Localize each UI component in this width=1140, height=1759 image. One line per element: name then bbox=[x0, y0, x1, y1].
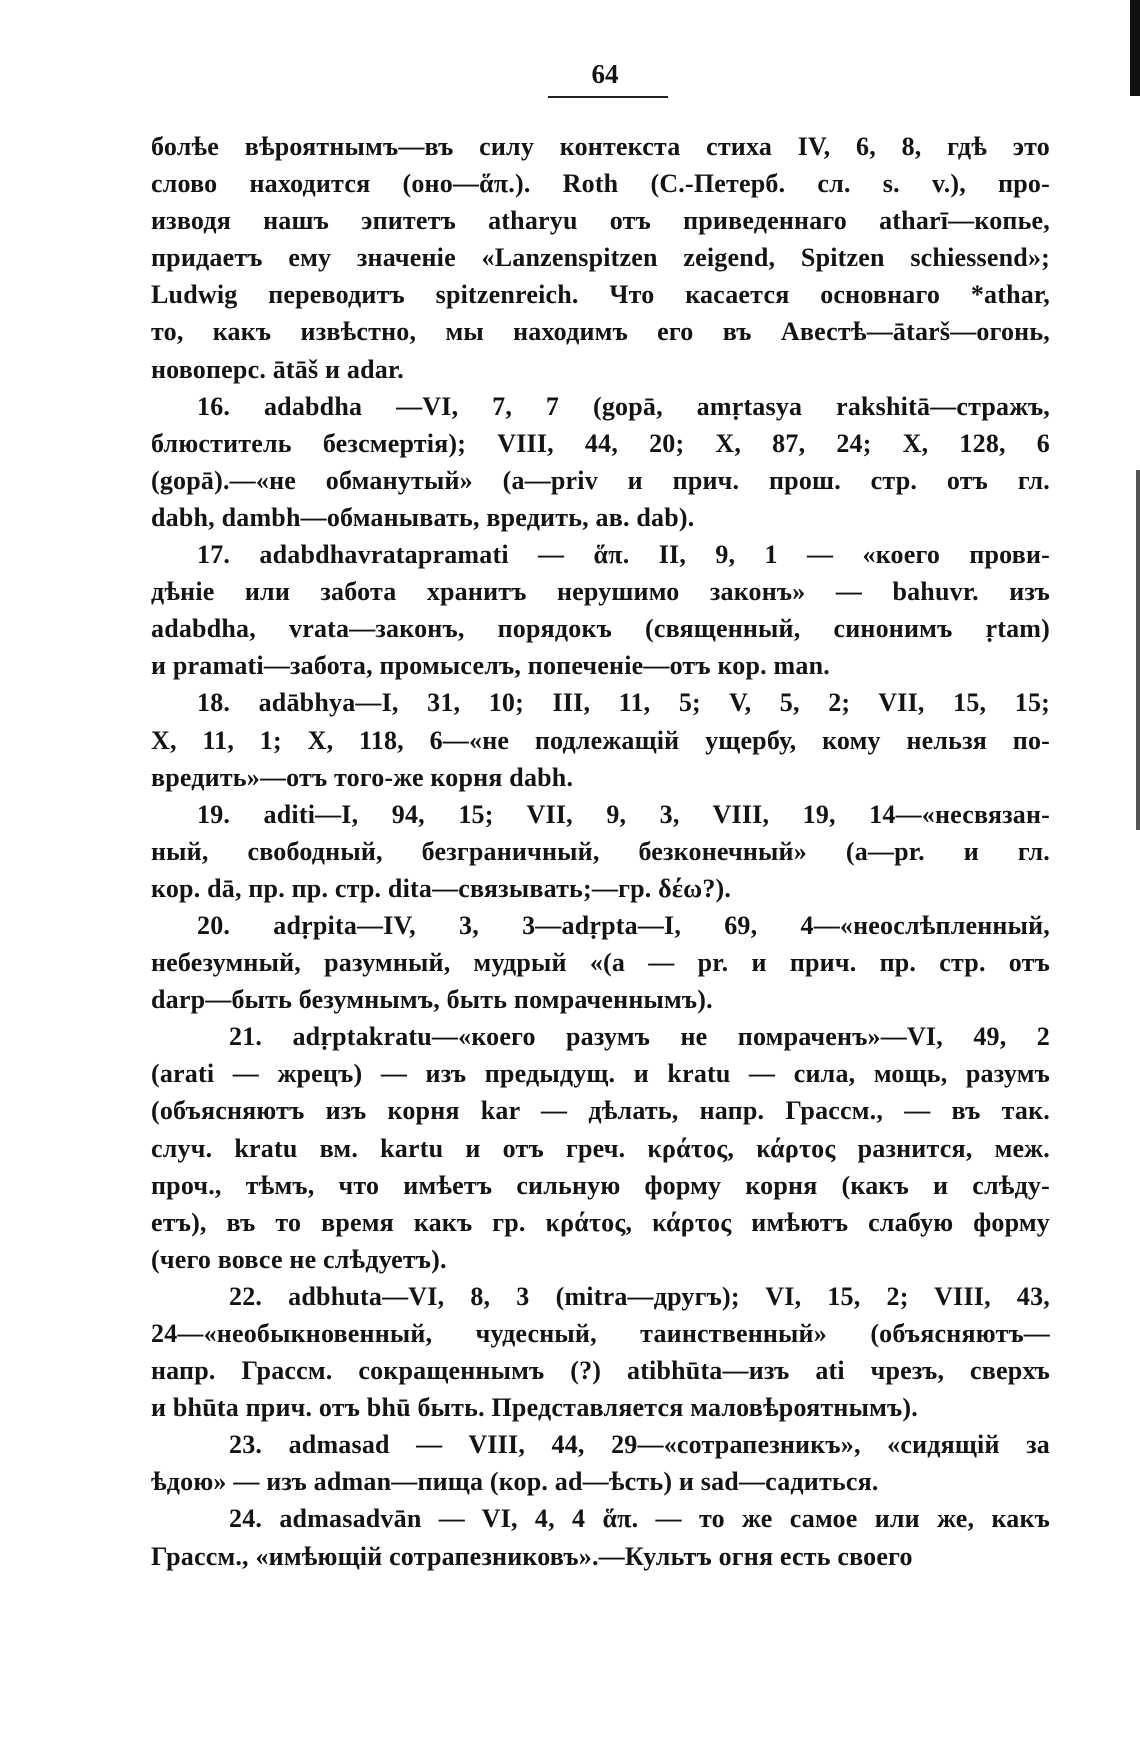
text-line: небезумный, разумный, мудрый «(a — pr. и прич. пр. стр. отъ bbox=[151, 948, 1050, 978]
page-edge-shadow bbox=[1136, 470, 1140, 830]
text-line: проч., тѣмъ, что имѣетъ сильную форму корня (какъ и слѣду- bbox=[151, 1170, 1050, 1200]
text-line: то, какъ извѣстно, мы находимъ его въ Авестѣ—ātarš—огонь, bbox=[151, 317, 1050, 347]
text-line: етъ), въ то время какъ гр. κράτος, κάρτος имѣютъ слабую форму bbox=[151, 1207, 1050, 1237]
entry-17-start: 17. adabdhavratapramati — ἅπ. II, 9, 1 — «коего прови- bbox=[197, 540, 1050, 570]
text-line: блюститель безсмертія); VIII, 44, 20; X, 87, 24; X, 128, 6 bbox=[151, 428, 1050, 458]
entry-16-start: 16. adabdha —VI, 7, 7 (gopā, amṛtasya rakshitā—стражъ, bbox=[197, 391, 1050, 421]
entry-21-start: 21. adṛptakratu—«коего разумъ не помраченъ»—VI, 49, 2 bbox=[229, 1022, 1050, 1052]
entry-24-start: 24. admasadvān — VI, 4, 4 ἅπ. — то же самое или же, какъ bbox=[229, 1504, 1050, 1534]
text-line: X, 11, 1; X, 118, 6—«не подлежащій ущербу, кому нельзя по- bbox=[151, 725, 1050, 755]
text-line: (чего вовсе не слѣдуетъ). bbox=[151, 1244, 447, 1274]
text-line: и pramati—забота, промыселъ, попеченіе—отъ кор. man. bbox=[151, 651, 830, 681]
text-line: кор. dā, пр. пр. стр. dita—связывать;—гр. δέω?). bbox=[151, 873, 732, 903]
entry-18-start: 18. adābhya—I, 31, 10; III, 11, 5; V, 5, 2; VII, 15, 15; bbox=[197, 688, 1050, 718]
page-number-rule bbox=[548, 96, 668, 98]
text-line: 24—«необыкновенный, чудесный, таинственный» (объясняютъ— bbox=[151, 1319, 1050, 1348]
text-line: слово находится (оно—ἅπ.). Roth (С.-Петерб. сл. s. v.), про- bbox=[151, 169, 1050, 199]
text-line: (объясняютъ изъ корня kar — дѣлать, напр. Грассм., — въ так. bbox=[151, 1096, 1050, 1126]
text-line: adabdha, vrata—законъ, порядокъ (священный, синонимъ ṛtam) bbox=[151, 614, 1050, 644]
text-line: дѣніе или забота хранитъ нерушимо законъ» — bahuvr. изъ bbox=[151, 577, 1050, 607]
body-text bbox=[151, 128, 1050, 1575]
text-line: dabh, dambh—обманывать, вредить, ав. dab). bbox=[151, 502, 695, 532]
entry-23-start: 23. admasad — VIII, 44, 29—«сотрапезникъ», «сидящій за bbox=[229, 1430, 1050, 1460]
text-line: придаетъ ему значеніе «Lanzenspitzen zeigend, Spitzen schiessend»; bbox=[151, 243, 1050, 273]
text-line: и bhūta прич. отъ bhū быть. Представляется маловѣроятнымъ). bbox=[151, 1393, 918, 1423]
text-line: ѣдою» — изъ adman—пища (кор. ad—ѣсть) и sad—садиться. bbox=[151, 1467, 879, 1497]
text-line: (gopā).—«не обманутый» (a—priv и прич. прош. стр. отъ гл. bbox=[151, 465, 1050, 495]
entry-19-start: 19. aditi—I, 94, 15; VII, 9, 3, VIII, 19, 14—«несвязан- bbox=[197, 799, 1050, 829]
text-line: изводя нашъ эпитетъ atharyu отъ приведеннаго atharī—копье, bbox=[151, 206, 1050, 236]
text-line: напр. Грассм. сокращеннымъ (?) atibhūta—изъ ati чрезъ, сверхъ bbox=[151, 1356, 1050, 1386]
page-edge-mark bbox=[1130, 0, 1140, 96]
page-number: 64 bbox=[591, 59, 619, 89]
text-line: новоперс. ātāš и adar. bbox=[151, 354, 404, 384]
text-line: вредить»—отъ того-же корня dabh. bbox=[151, 762, 574, 792]
entry-20-start: 20. adṛpita—IV, 3, 3—adṛpta—I, 69, 4—«неослѣпленный, bbox=[197, 910, 1050, 940]
text-line: ный, свободный, безграничный, безконечный» (a—pr. и гл. bbox=[151, 836, 1050, 866]
entry-22-start: 22. adbhuta—VI, 8, 3 (mitra—другъ); VI, 15, 2; VIII, 43, bbox=[229, 1281, 1050, 1311]
text-line: Грассм., «имѣющій сотрапезниковъ».—Культъ огня есть своего bbox=[151, 1541, 913, 1571]
text-line: (arati — жрецъ) — изъ предыдущ. и kratu — сила, мощь, разумъ bbox=[151, 1059, 1050, 1089]
text-line: Ludwig переводитъ spitzenreich. Что касается основнаго *athar, bbox=[151, 280, 1050, 310]
text-line: болѣе вѣроятнымъ—въ силу контекста стиха IV, 6, 8, гдѣ это bbox=[151, 132, 1050, 161]
text-line: darp—быть безумнымъ, быть помраченнымъ). bbox=[151, 985, 713, 1015]
text-line: случ. kratu вм. kartu и отъ греч. κράτος, κάρτος разнится, меж. bbox=[151, 1133, 1050, 1163]
